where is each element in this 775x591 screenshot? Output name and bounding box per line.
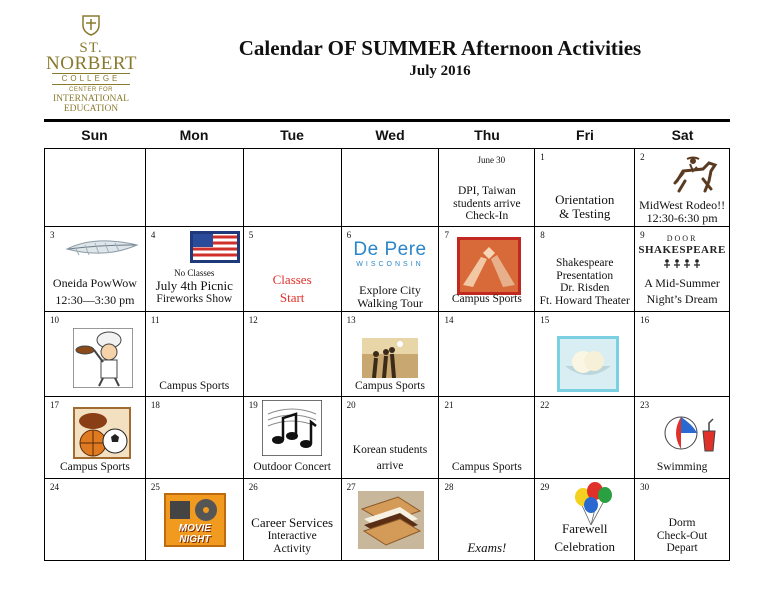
logo-subtext: SHAKESPEARE	[638, 243, 726, 256]
event-line: Campus Sports	[451, 293, 522, 305]
logo-line-norbert: NORBERT	[46, 53, 138, 74]
logo-line-college: COLLEGE	[52, 73, 130, 85]
door-shakespeare-logo	[635, 235, 729, 273]
event-text	[635, 517, 729, 555]
event-text	[244, 273, 341, 306]
day-number: 24	[50, 482, 59, 492]
event-text	[146, 380, 243, 393]
page-title: Calendar OF SUMMER Afternoon Activities	[238, 36, 642, 60]
logo-line-center-for: CENTER FOR	[69, 87, 113, 93]
logo-line-education: EDUCATION	[63, 104, 119, 114]
week-row	[45, 149, 730, 227]
day-cell	[45, 312, 146, 396]
day-number: 5	[248, 230, 254, 240]
balloons-icon	[569, 481, 613, 525]
event-line: MidWest Rodeo!!	[639, 198, 726, 212]
day-number: 2	[640, 152, 645, 162]
movie-night-text: MOVIE NIGHT	[178, 523, 211, 545]
day-cell	[146, 397, 244, 478]
event-line: Campus Sports	[451, 461, 522, 473]
event-line: Fireworks Show	[156, 293, 233, 306]
event-line: Campus Sports	[355, 380, 425, 392]
event-text	[439, 541, 534, 555]
day-number: 22	[540, 400, 550, 410]
calendar	[44, 119, 730, 561]
event-line: & Testing	[559, 206, 611, 222]
actors-icon	[657, 259, 707, 269]
day-number: 17	[50, 400, 59, 410]
day-number: June 30	[477, 155, 506, 165]
beach-ball-icon	[663, 413, 719, 453]
event-text	[535, 257, 634, 308]
day-number: 23	[640, 400, 650, 410]
weekday-header	[44, 122, 730, 148]
event-line: Shakespeare	[555, 257, 614, 269]
music-notes-icon	[262, 400, 322, 456]
event-line: Farewell	[561, 521, 608, 536]
day-cell	[635, 227, 730, 311]
day-number: 14	[444, 315, 454, 325]
event-line: Swimming	[656, 461, 708, 473]
event-line: Orientation	[555, 192, 615, 207]
feather-icon	[65, 233, 139, 263]
event-line: Depart	[666, 542, 698, 555]
team-hands-icon	[457, 237, 521, 295]
day-cell	[439, 479, 535, 560]
day-number: 16	[640, 315, 650, 325]
event-line: Explore City	[359, 283, 421, 297]
day-number: 4	[150, 230, 156, 240]
event-line: Night’s Dream	[646, 292, 718, 307]
day-number: 19	[248, 400, 258, 410]
event-line: Campus Sports	[59, 461, 130, 473]
chef-icon	[73, 328, 133, 388]
day-cell	[535, 312, 635, 396]
day-number: 13	[346, 315, 356, 325]
event-line: arrive	[376, 459, 404, 472]
calendar-grid	[44, 148, 730, 561]
volleyball-icon	[362, 338, 418, 378]
day-cell	[635, 479, 730, 560]
event-text	[146, 269, 243, 306]
event-text	[45, 277, 145, 307]
week-row	[45, 479, 730, 561]
event-text	[535, 522, 634, 555]
day-number: 26	[248, 482, 258, 492]
day-cell	[439, 397, 535, 478]
day-cell	[244, 479, 342, 560]
event-line: Start	[279, 290, 305, 306]
day-number: 28	[444, 482, 454, 492]
day-cell	[342, 149, 440, 226]
event-line: Dr. Risden	[560, 282, 610, 295]
day-number: 20	[346, 400, 356, 410]
logo-text: DOOR	[666, 234, 698, 243]
weekday-thu: Thu	[474, 127, 500, 143]
page-subtitle: July 2016	[409, 63, 471, 79]
logo-subtext: WISCONSIN	[356, 260, 424, 268]
day-cell	[146, 479, 244, 560]
smores-icon	[358, 491, 424, 549]
day-number: 27	[346, 482, 356, 492]
event-line: Activity	[273, 542, 311, 555]
week-row	[45, 312, 730, 397]
event-text	[45, 461, 145, 474]
us-flag-icon	[190, 231, 240, 263]
day-cell	[635, 149, 730, 226]
event-text	[439, 185, 534, 223]
day-cell	[535, 397, 635, 478]
event-line: 12:30-6:30 pm	[646, 211, 718, 226]
day-cell	[535, 479, 635, 560]
day-cell	[439, 227, 535, 311]
movie-night-icon	[164, 493, 226, 547]
event-line: Outdoor Concert	[253, 461, 331, 473]
event-line: No Classes	[174, 268, 215, 278]
day-number: 30	[640, 482, 650, 492]
day-cell	[244, 397, 342, 478]
event-line: July 4th Picnic	[155, 277, 233, 293]
event-text	[342, 380, 439, 393]
day-cell	[146, 149, 244, 226]
event-line: 12:30—3:30 pm	[55, 293, 135, 308]
college-logo	[46, 14, 136, 114]
day-number: 18	[150, 400, 160, 410]
day-cell	[342, 312, 440, 396]
event-text	[635, 461, 729, 474]
day-cell	[146, 312, 244, 396]
day-cell	[244, 149, 342, 226]
event-line: Celebration	[554, 539, 616, 555]
day-cell	[45, 479, 146, 560]
day-number: 12	[248, 315, 258, 325]
ice-cream-icon	[557, 336, 619, 392]
event-text	[635, 199, 729, 225]
day-cell	[342, 397, 440, 478]
event-line: Ft. Howard Theater	[539, 294, 630, 307]
day-cell	[535, 227, 635, 311]
day-number: 1	[540, 152, 545, 162]
event-line: Career Services	[251, 515, 334, 530]
week-row	[45, 227, 730, 312]
event-line: Oneida PowWow	[52, 276, 137, 290]
day-cell	[45, 227, 146, 311]
week-row	[45, 397, 730, 479]
event-line: A Mid-Summer	[644, 276, 720, 290]
event-line: Korean students	[352, 444, 428, 456]
day-cell	[342, 227, 440, 311]
film-reel-icon	[166, 497, 224, 523]
event-text	[439, 293, 534, 306]
event-line: Check-Out	[656, 529, 708, 542]
event-text	[635, 277, 729, 306]
event-line: Walking Tour	[357, 296, 423, 311]
crest-icon	[80, 14, 102, 36]
event-line: Exams!	[467, 540, 507, 555]
day-number: 21	[444, 400, 454, 410]
day-cell	[45, 149, 146, 226]
event-line: Interactive	[267, 530, 317, 543]
event-line: Presentation	[556, 269, 614, 282]
event-line: students arrive	[453, 197, 521, 210]
event-line: DPI, Taiwan	[457, 185, 516, 197]
event-line: Dorm	[668, 517, 696, 529]
weekday-mon: Mon	[179, 127, 209, 143]
event-text	[244, 516, 341, 556]
de-pere-logo	[342, 240, 439, 269]
weekday-tue: Tue	[280, 127, 304, 143]
day-cell	[439, 312, 535, 396]
day-number: 25	[150, 482, 160, 492]
day-number: 15	[540, 315, 550, 325]
day-cell	[439, 149, 535, 226]
weekday-wed: Wed	[375, 127, 405, 143]
event-text	[535, 193, 634, 222]
logo-line-st: ST.	[79, 40, 103, 56]
day-cell	[342, 479, 440, 560]
day-cell	[635, 312, 730, 396]
weekday-fri: Fri	[576, 127, 594, 143]
day-cell	[146, 227, 244, 311]
day-number: 29	[540, 482, 550, 492]
day-number: 6	[346, 230, 352, 240]
event-text	[342, 444, 439, 472]
logo-line-international: INTERNATIONAL	[53, 94, 129, 104]
event-line: Campus Sports	[159, 380, 230, 392]
sports-balls-icon	[73, 407, 131, 459]
event-line: Classes	[272, 272, 312, 287]
event-text	[439, 461, 534, 474]
event-text	[342, 284, 439, 310]
logo-text: De Pere	[353, 239, 427, 260]
day-number: 3	[50, 230, 55, 240]
weekday-sat: Sat	[671, 127, 694, 143]
day-cell	[244, 312, 342, 396]
rodeo-icon	[663, 153, 721, 195]
day-cell	[635, 397, 730, 478]
day-cell	[535, 149, 635, 226]
day-cell	[244, 227, 342, 311]
day-number: 10	[50, 315, 59, 325]
event-line: Check-In	[465, 210, 509, 223]
day-number: 9	[640, 230, 645, 240]
event-text	[244, 461, 341, 474]
day-number: 8	[540, 230, 545, 240]
day-number: 7	[444, 230, 449, 240]
day-number: 11	[150, 315, 160, 325]
weekday-sun: Sun	[81, 127, 108, 143]
day-cell	[45, 397, 146, 478]
